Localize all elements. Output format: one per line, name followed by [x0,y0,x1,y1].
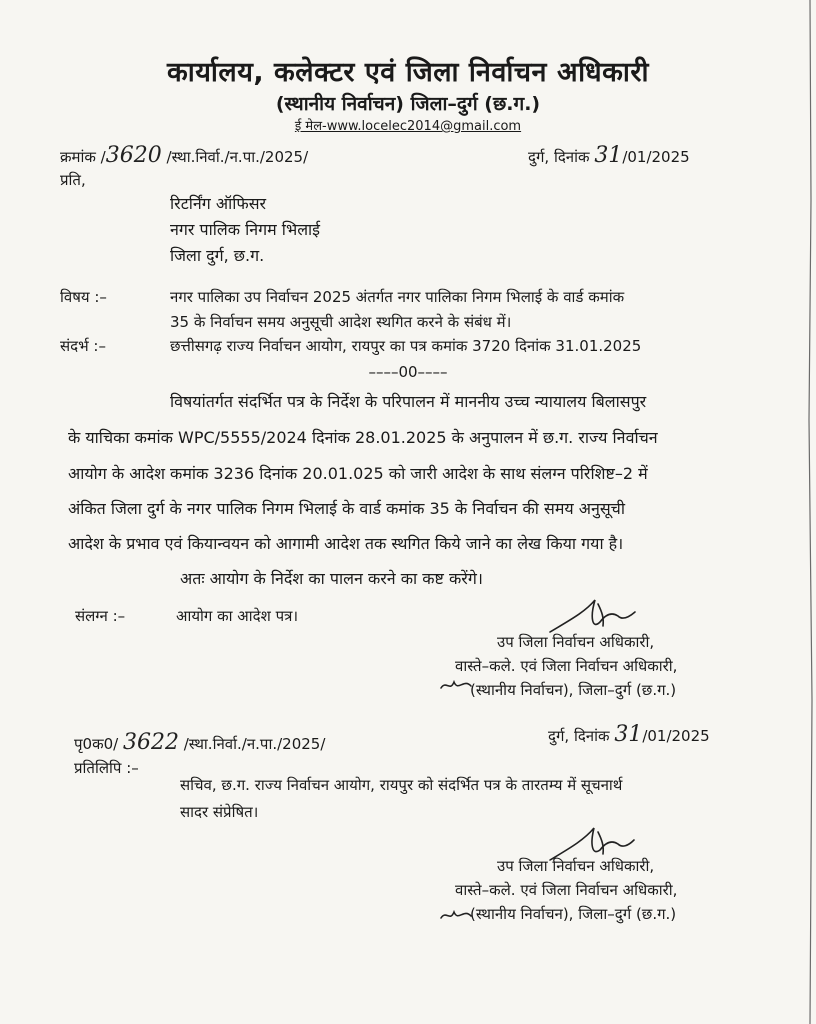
date-day-2-handwritten: 31 [614,722,643,747]
reference-text: छत्तीसगढ़ राज्य निर्वाचन आयोग, रायपुर का पत्र कमांक 3720 दिनांक 31.01.2025 [170,337,642,355]
copy-line-2: सादर संप्रेषित। [180,803,259,821]
initials-2 [438,904,474,926]
body-line-1: विषयांतर्गत संदर्भित पत्र के निर्देश के परिपालन में माननीय उच्च न्यायालय बिलासपुर [170,392,647,411]
reference-label: संदर्भ :– [60,337,106,355]
date-label-2: दुर्ग, दिनांक [548,727,610,745]
signatory-1-line-2: वास्ते–कले. एवं जिला निर्वाचन अधिकारी, [455,657,678,675]
date-rest: /01/2025 [622,148,690,166]
enclosure-text: आयोग का आदेश पत्र। [176,607,299,625]
ref-number-2-handwritten: 3622 [122,730,179,755]
date-label: दुर्ग, दिनांक [528,148,590,166]
recipient-line-2: नगर पालिक निगम भिलाई [170,220,321,239]
subject-label: विषय :– [60,288,107,306]
signatory-1-line-1: उप जिला निर्वाचन अधिकारी, [497,633,655,651]
body-line-3: आयोग के आदेश कमांक 3236 दिनांक 20.01.025 को जारी आदेश के साथ संलग्न परिशिष्ट–2 में [68,464,648,483]
ref-suffix: /स्था.निर्वा./न.पा./2025/ [166,148,309,166]
ref-number-handwritten: 3620 [105,143,162,168]
date-rest-2: /01/2025 [642,727,710,745]
recipient-line-3: जिला दुर्ग, छ.ग. [170,246,265,265]
ref-line-2 [74,730,325,755]
body-line-5: आदेश के प्रभाव एवं कियान्वयन को आगामी आदेश तक स्थगित किये जाने का लेख किया गया है। [68,534,624,553]
closing-line: अतः आयोग के निर्देश का पालन करने का कष्ट करेंगे। [180,569,483,588]
office-email: ई मेल-www.locelec2014@gmail.com [294,119,522,134]
office-title: कार्यालय, कलेक्टर एवं जिला निर्वाचन अधिकारी [167,57,649,88]
to-label: प्रति, [60,171,86,189]
copy-label: प्रतिलिपि :– [74,759,139,777]
enclosure-label: संलग्न :– [75,607,126,625]
signatory-2-line-1: उप जिला निर्वाचन अधिकारी, [497,857,655,875]
date-day-handwritten: 31 [594,143,623,168]
page-edge-shadow [804,0,816,1024]
copy-line-1: सचिव, छ.ग. राज्य निर्वाचन आयोग, रायपुर को संदर्भित पत्र के तारतम्य में सूचनार्थ [180,776,623,794]
initials-1 [438,674,474,696]
ref-suffix-2: /स्था.निर्वा./न.पा./2025/ [183,735,326,753]
signatory-1-line-3: (स्थानीय निर्वाचन), जिला–दुर्ग (छ.ग.) [470,681,677,699]
ref-line-1: क्रमांक /3620 /स्था.निर्वा./न.पा./2025/ [60,143,309,168]
ref-label-2: पृ0क0/ [74,735,119,753]
signatory-2-line-2: वास्ते–कले. एवं जिला निर्वाचन अधिकारी, [455,881,678,899]
date-line-2 [548,722,710,747]
signatory-2-line-3: (स्थानीय निर्वाचन), जिला–दुर्ग (छ.ग.) [470,905,677,923]
office-subtitle: (स्थानीय निर्वाचन) जिला–दुर्ग (छ.ग.) [275,93,541,115]
separator: ––––00–––– [368,363,448,381]
body-line-2: के याचिका कमांक WPC/5555/2024 दिनांक 28.01.2025 के अनुपालन में छ.ग. राज्य निर्वाचन [68,428,658,447]
recipient-line-1: रिटर्निंग ऑफिसर [170,194,267,213]
ref-label: क्रमांक [60,148,96,166]
subject-line-1: नगर पालिका उप निर्वाचन 2025 अंतर्गत नगर पालिका निगम भिलाई के वार्ड कमांक [170,288,625,306]
date-line-1 [528,143,690,168]
subject-line-2: 35 के निर्वाचन समय अनुसूची आदेश स्थगित करने के संबंध में। [170,313,512,331]
body-line-4: अंकित जिला दुर्ग के नगर पालिक निगम भिलाई के वार्ड कमांक 35 के निर्वाचन की समय अनुसूची [68,499,625,518]
